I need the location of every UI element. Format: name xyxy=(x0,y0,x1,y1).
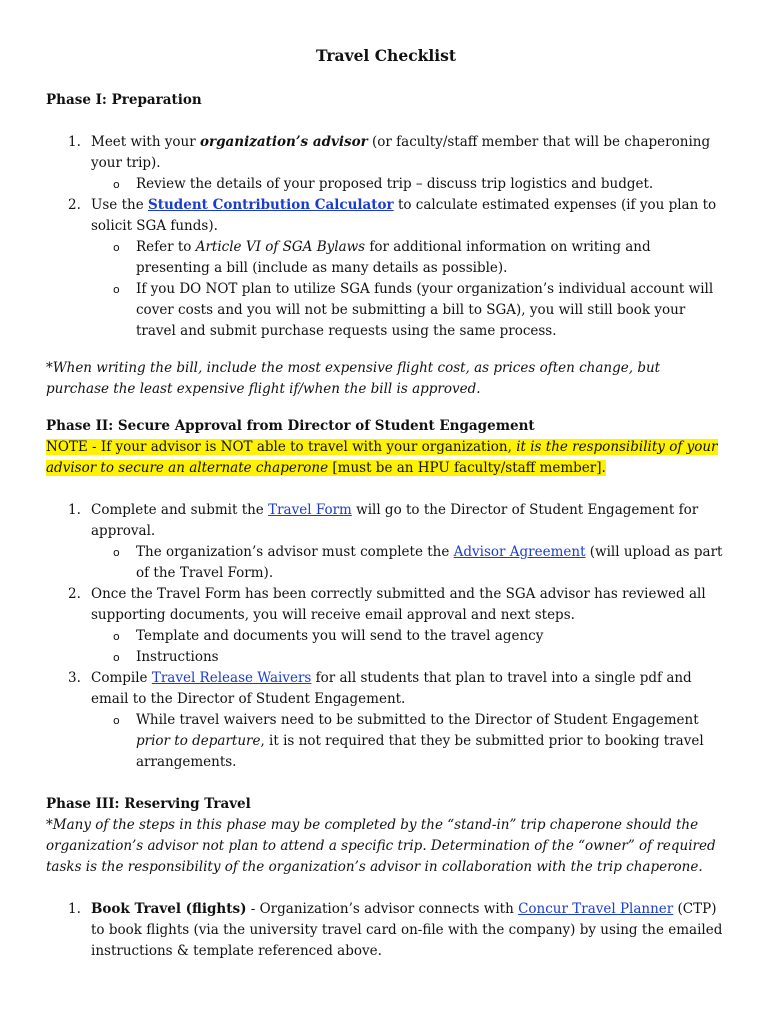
item-text: Compile xyxy=(91,670,152,686)
item-text: Meet with your xyxy=(91,134,200,150)
student-contribution-calculator-link[interactable]: Student Contribution Calculator xyxy=(148,197,394,213)
phase-3-note: *Many of the steps in this phase may be completed by the “stand-in” trip chaperone should the organization’s advisor not plan to attend a specific trip. Determination of the “owner” of required tasks is the responsibility of the organization’s advisor in collaboration with the trip chaperone. xyxy=(46,817,716,875)
sub-item-text: , it is not required that they be submitted prior to booking travel arrangements. xyxy=(136,733,704,770)
list-item xyxy=(46,899,726,962)
sub-item-text: Template and documents you will send to the travel agency xyxy=(136,628,544,644)
italic-reference: Article VI of SGA Bylaws xyxy=(195,239,366,255)
highlight-text: NOTE - If your advisor is NOT able to travel with your organization, xyxy=(46,439,517,455)
sub-item-text: Refer to xyxy=(136,239,196,255)
travel-release-waivers-link[interactable]: Travel Release Waivers xyxy=(151,670,312,686)
item-text: (or faculty/staff member that will be chaperoning your trip). xyxy=(91,134,711,171)
travel-form-link[interactable]: Travel Form xyxy=(268,502,352,518)
phase-2-heading: Phase II: Secure Approval from Director of Student Engagement xyxy=(46,418,535,434)
italic-text: prior to departure xyxy=(136,733,261,749)
sub-item-text: for additional information on writing and presenting a bill (include as many details as possible). xyxy=(136,239,651,276)
list-item xyxy=(46,132,726,174)
sub-item-text: Instructions xyxy=(136,649,219,665)
document-page xyxy=(46,44,726,962)
item-text: Use the xyxy=(91,197,148,213)
sub-list-item xyxy=(46,647,726,668)
sub-item-text: The organization’s advisor must complete the xyxy=(136,544,454,560)
phase-3-heading: Phase III: Reserving Travel xyxy=(46,796,251,812)
emphasis-text: organization’s advisor xyxy=(200,134,368,150)
sub-item-text: While travel waivers need to be submitted to the Director of Student Engagement xyxy=(136,712,699,728)
concur-travel-planner-link[interactable]: Concur Travel Planner xyxy=(518,901,674,917)
bullet-glyph: o xyxy=(113,178,120,191)
item-text: for all students that plan to travel into a single pdf and email to the Director of Student Engagement. xyxy=(91,670,692,707)
phase-1-heading: Phase I: Preparation xyxy=(46,92,202,108)
list-number: 2. xyxy=(68,586,81,602)
item-text: Once the Travel Form has been correctly submitted and the SGA advisor has reviewed all supporting documents, you will receive email approval and next steps. xyxy=(91,586,706,623)
list-item xyxy=(46,500,726,542)
list-number: 3. xyxy=(68,670,81,686)
list-item xyxy=(46,584,726,626)
item-text: to calculate estimated expenses (if you plan to solicit SGA funds). xyxy=(91,197,717,234)
item-text: will go to the Director of Student Engagement for approval. xyxy=(91,502,699,539)
bullet-glyph: o xyxy=(113,651,120,664)
phase-1-note: *When writing the bill, include the most expensive flight cost, as prices often change, but purchase the least expensive flight if/when the bill is approved. xyxy=(46,360,661,397)
list-number: 1. xyxy=(68,901,81,917)
item-text: (CTP) to book flights (via the university travel card on-file with the company) by using the emailed instructions & template referenced above. xyxy=(91,901,723,959)
bullet-glyph: o xyxy=(113,283,120,296)
list-item xyxy=(46,668,726,710)
list-number: 1. xyxy=(68,502,81,518)
list-number: 1. xyxy=(68,134,81,150)
sub-list-item xyxy=(46,174,726,195)
bullet-glyph: o xyxy=(113,241,120,254)
sub-item-text: Review the details of your proposed trip – discuss trip logistics and budget. xyxy=(136,176,654,192)
advisor-agreement-link[interactable]: Advisor Agreement xyxy=(453,544,586,560)
highlight-italic-text: it is the responsibility of your advisor to secure an alternate chaperone xyxy=(46,439,718,476)
list-item xyxy=(46,195,726,237)
sub-item-text: (will upload as part of the Travel Form). xyxy=(136,544,723,581)
highlight-note xyxy=(46,437,726,479)
sub-item-text: If you DO NOT plan to utilize SGA funds (your organization’s individual account will cover costs and you will not be submitting a bill to SGA), you will still book your travel and submit purchase requests using the same process. xyxy=(136,281,714,339)
list-number: 2. xyxy=(68,197,81,213)
sub-list-item xyxy=(46,237,726,279)
item-text: Complete and submit the xyxy=(91,502,269,518)
item-text: - Organization’s advisor connects with xyxy=(246,901,519,917)
page-title: Travel Checklist xyxy=(315,46,457,65)
bullet-glyph: o xyxy=(113,714,120,727)
sub-list-item xyxy=(46,279,726,342)
bullet-glyph: o xyxy=(113,630,120,643)
bullet-glyph: o xyxy=(113,546,120,559)
sub-list-item xyxy=(46,542,726,584)
sub-list-item xyxy=(46,626,726,647)
sub-list-item xyxy=(46,710,726,773)
bold-label: Book Travel (flights) xyxy=(91,901,247,917)
highlight-text: [must be an HPU faculty/staff member]. xyxy=(328,460,606,476)
